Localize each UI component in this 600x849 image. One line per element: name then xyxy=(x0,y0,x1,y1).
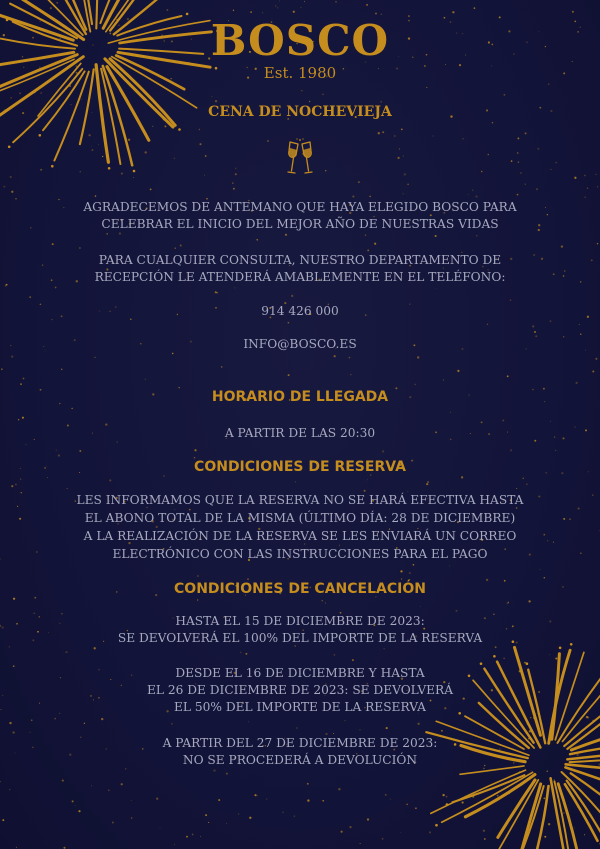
contact-email: INFO@BOSCO.ES xyxy=(243,337,357,351)
cancellation-block-3-line-2: NO SE PROCEDERÁ A DEVOLUCIÓN xyxy=(182,753,418,767)
intro-line-2: CELEBRAR EL INICIO DEL MEJOR AÑO DE NUESTRAS VIDAS xyxy=(101,217,499,231)
cancellation-block-3-line-1: A PARTIR DEL 27 DE DICIEMBRE DE 2023: xyxy=(162,736,438,750)
booking-heading: CONDICIONES DE RESERVA xyxy=(194,459,406,475)
cancellation-block-2-line-2: EL 26 DE DICIEMBRE DE 2023: SE DEVOLVERÁ xyxy=(146,683,454,697)
arrival-time: A PARTIR DE LAS 20:30 xyxy=(224,426,376,440)
cancellation-block-2-line-3: EL 50% DEL IMPORTE DE LA RESERVA xyxy=(174,700,426,714)
cancellation-block-2-line-1: DESDE EL 16 DE DICIEMBRE Y HASTA xyxy=(175,666,425,680)
brand-logo: BOSCO xyxy=(210,16,390,65)
cancellation-block-1-line-1: HASTA EL 15 DE DICIEMBRE DE 2023: xyxy=(175,614,425,628)
booking-line-2: EL ABONO TOTAL DE LA MISMA (ÚLTIMO DÍA: 28 DE DICIEMBRE) xyxy=(84,511,516,525)
intro-line-1: AGRADECEMOS DE ANTEMANO QUE HAYA ELEGIDO BOSCO PARA xyxy=(83,200,517,214)
contact-line-1: PARA CUALQUIER CONSULTA, NUESTRO DEPARTAMENTO DE xyxy=(98,253,502,267)
contact-line-2: RECEPCIÓN LE ATENDERÁ AMABLEMENTE EN EL TELÉFONO: xyxy=(94,270,506,284)
booking-line-4: ELECTRÓNICO CON LAS INSTRUCCIONES PARA EL PAGO xyxy=(112,547,488,561)
established-year: Est. 1980 xyxy=(263,64,337,82)
booking-line-3: A LA REALIZACIÓN DE LA RESERVA SE LES ENVIARÁ UN CORREO xyxy=(83,529,517,543)
booking-line-1: LES INFORMAMOS QUE LA RESERVA NO SE HARÁ EFECTIVA HASTA xyxy=(76,493,524,507)
champagne-glasses-icon xyxy=(285,138,315,178)
cancellation-block-1-line-2: SE DEVOLVERÁ EL 100% DEL IMPORTE DE LA RESERVA xyxy=(117,631,483,645)
arrival-heading: HORARIO DE LLEGADA xyxy=(211,389,389,405)
cancellation-heading: CONDICIONES DE CANCELACIÓN xyxy=(174,581,426,597)
contact-phone: 914 426 000 xyxy=(261,304,339,318)
event-title: CENA DE NOCHEVIEJA xyxy=(208,104,392,120)
